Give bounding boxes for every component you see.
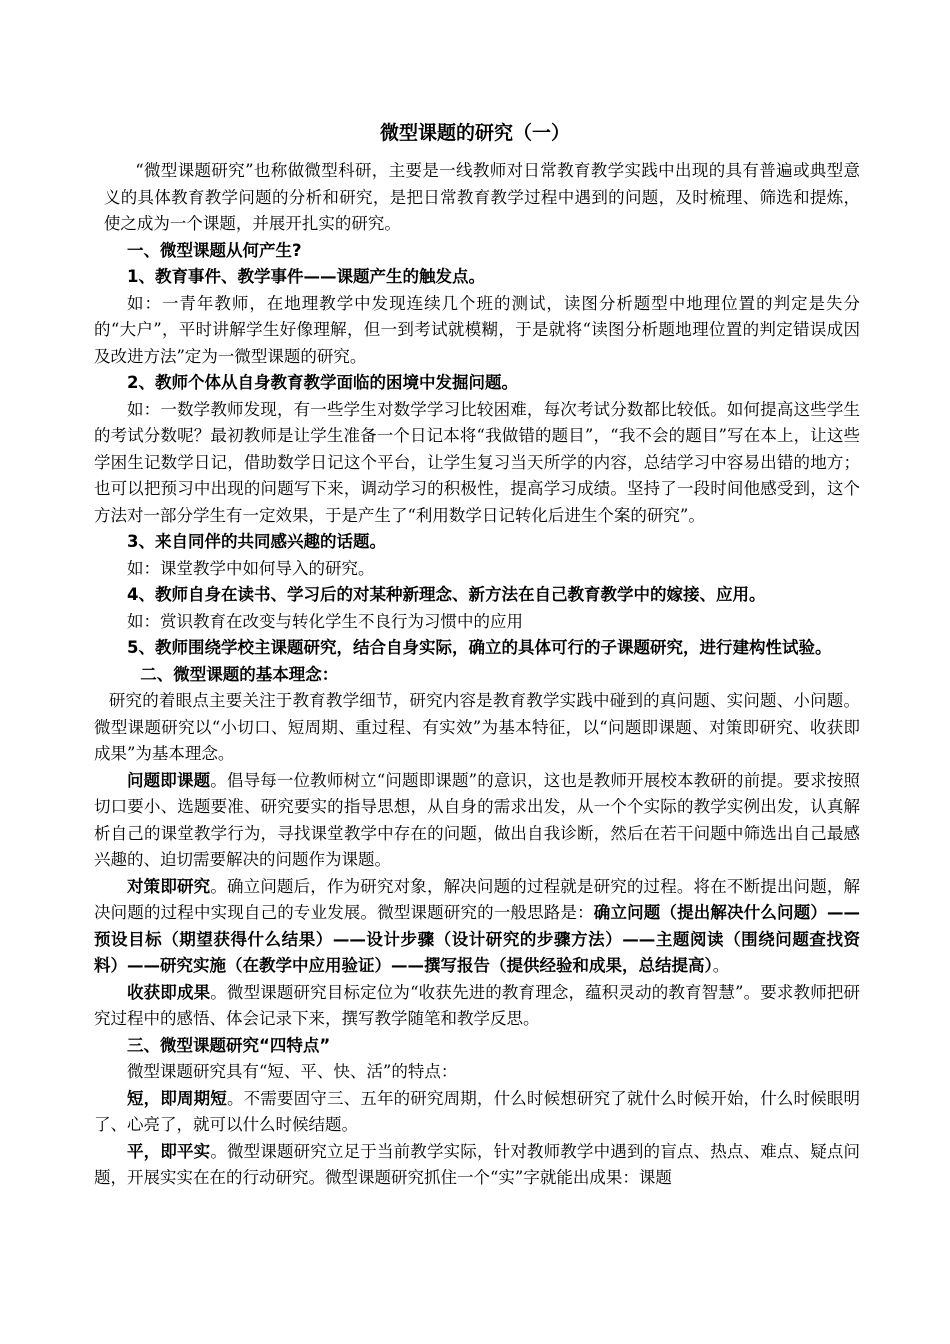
section-3-intro: 微型课题研究具有“短、平、快、活”的特点： <box>127 1062 458 1081</box>
section-2-paragraph-2 <box>94 768 860 874</box>
term-plain: 平，即平实 <box>127 1141 211 1161</box>
section-3-paragraph-1-text: 。不需要固守三、五年的研究周期，什么时候想研究了就什么时候开始，什么时候眼明了、心亮了，就可以什么时候结题。 <box>94 1088 861 1134</box>
term-short: 短，即周期短 <box>127 1088 227 1108</box>
section-2-paragraph-3-end: 。 <box>712 956 730 975</box>
document-title: 微型课题的研究（一） <box>379 122 570 144</box>
term-strategy-is-research: 对策即研究 <box>127 876 211 896</box>
item-4-heading: 4、教师自身在读书、学习后的对某种新理念、新方法在自己教育教学中的嫁接、应用。 <box>127 585 766 604</box>
item-1-heading: 1、教育事件、教学事件——课题产生的触发点。 <box>127 267 485 286</box>
term-gain-is-result: 收获即成果 <box>127 982 211 1002</box>
item-4-text: 如：赏识教育在改变与转化学生不良行为习惯中的应用 <box>127 611 523 631</box>
section-3-heading: 三、微型课题研究“四特点” <box>127 1035 331 1055</box>
section-2-heading: 二、微型课题的基本理念： <box>140 664 339 684</box>
section-2-paragraph-4 <box>94 980 860 1033</box>
section-3-paragraph-2 <box>94 1139 860 1192</box>
research-steps: 确立问题（提出解决什么问题）——预设目标（期望获得什么结果）——设计步骤（设计研究的步骤方法）——主题阅读（围绕问题查找资料）——研究实施（在教学中应用验证）——撰写报告（提供经验和成果，总结提高） <box>94 903 861 975</box>
section-2-paragraph-4-text: 。微型课题研究目标定位为“收获先进的教育理念，蕴积灵动的教育智慧”。要求教师把研究过程中的感悟、体会记录下来，撰写教学随笔和教学反思。 <box>94 982 861 1028</box>
intro-paragraph: “微型课题研究”也称做微型科研，主要是一线教师对日常教育教学实践中出现的具有普遍或典型意义的具体教育教学问题的分析和研究，是把日常教育教学过程中遇到的问题，及时梳理、筛选和提炼，使之成为一个课题，并展开扎实的研究。 <box>103 161 860 233</box>
term-problem-is-topic: 问题即课题 <box>127 770 211 790</box>
section-2-paragraph-1: 研究的着眼点主要关注于教育教学细节，研究内容是教育教学实践中碰到的真问题、实问题、小问题。微型课题研究以“小切口、短周期、重过程、有实效”为基本特征，以“问题即课题、对策即研究、收获即成果”为基本理念。 <box>94 691 860 763</box>
section-3-paragraph-1 <box>94 1086 860 1139</box>
item-2-text: 如：一数学教师发现，有一些学生对数学学习比较困难，每次考试分数都比较低。如何提高这些学生的考试分数呢？最初教师是让学生准备一个日记本将“我做错的题目”，“我不会的题目”写在本上，让这些学困生记数学日记，借助数学日记这个平台，让学生复习当天所学的内容，总结学习中容易出错的地方；也可以把预习中出现的问题写下来，调动学习的积极性，提高学习成绩。坚持了一段时间他感受到，这个方法对一部分学生有一定效果，于是产生了“利用数学日记转化后进生个案的研究”。 <box>94 399 860 525</box>
item-3-heading: 3、来自同伴的共同感兴趣的话题。 <box>127 532 386 551</box>
section-2-paragraph-3-text: 。确立问题后，作为研究对象，解决问题的过程就是研究的过程。将在不断提出问题，解决问题的过程中实现自己的专业发展。微型课题研究的一般思路是： <box>94 876 861 922</box>
document-body <box>94 158 860 1192</box>
section-2-paragraph-2-text: 。倡导每一位教师树立“问题即课题”的意识，这也是教师开展校本教研的前提。要求按照切口要小、选题要准、研究要实的指导思想，从自身的需求出发，从一个个实际的教学实例出发，认真解析自己的课堂教学行为，寻找课堂教学中存在的问题，做出自我诊断，然后在若干问题中筛选出自己最感兴趣的、迫切需要解决的问题作为课题。 <box>94 770 861 869</box>
item-1-text: 如：一青年教师，在地理教学中发现连续几个班的测试，读图分析题型中地理位置的判定是失分的“大户”，平时讲解学生好像理解，但一到考试就模糊，于是就将“读图分析题地理位置的判定错误成因及改进方法”定为一微型课题的研究。 <box>94 293 860 366</box>
section-1-heading: 一、微型课题从何产生? <box>127 240 302 260</box>
item-2-heading: 2、教师个体从自身教育教学面临的困境中发掘问题。 <box>127 373 518 392</box>
item-5-heading: 5、教师围绕学校主课题研究，结合自身实际，确立的具体可行的子课题研究，进行建构性试验。 <box>127 638 832 657</box>
section-2-paragraph-3 <box>94 874 860 980</box>
section-3-paragraph-2-text: 。微型课题研究立足于当前教学实际，针对教师教学中遇到的盲点、热点、难点、疑点问题，开展实实在在的行动研究。微型课题研究抓住一个“实”字就能出成果：课题 <box>94 1141 861 1187</box>
item-3-text: 如：课堂教学中如何导入的研究。 <box>127 558 375 578</box>
